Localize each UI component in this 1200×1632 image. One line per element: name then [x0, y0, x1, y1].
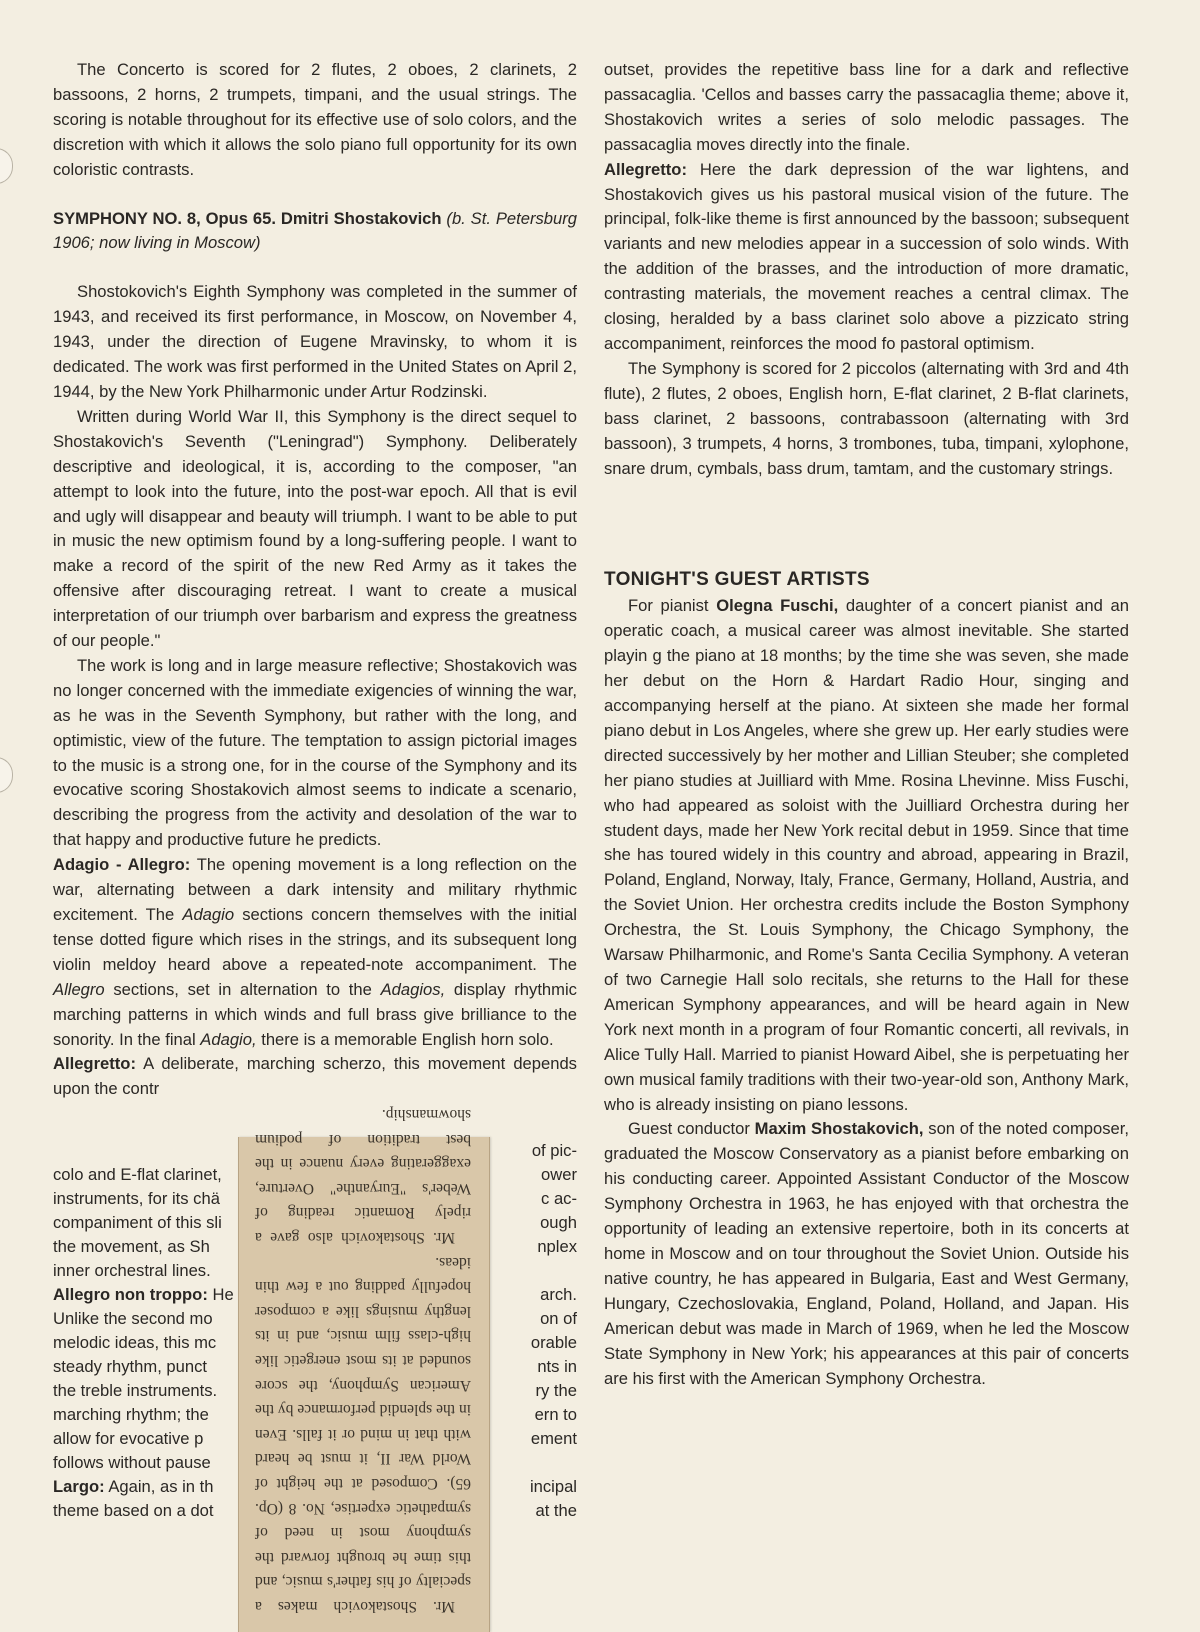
- eighth-symphony-paragraph: Shostokovich's Eighth Symphony was completed in the summer of 1943, and received its first performance, in Moscow, on November 4, 1943, under the direction of Eugene Mravinsky, to whom it is dedicated. The work was first performed in the United States on April 2, 1944, by the New York Philharmonic under Artur Rodzinski.: [53, 282, 577, 401]
- maxim-pre: Guest conductor: [628, 1119, 750, 1139]
- allegretto-finale-label: Allegretto:: [604, 159, 687, 179]
- frag-line: incipal: [529, 1477, 577, 1496]
- frag-line: theme based on a dot: [53, 1501, 214, 1520]
- newspaper-clipping: [238, 1106, 490, 1632]
- clipping-text: [239, 1106, 489, 1632]
- guest-artists-heading: TONIGHT'S GUEST ARTISTS: [604, 569, 870, 591]
- adagio-italic-3: Adagios,: [380, 979, 446, 999]
- written-during-war-paragraph: Written during World War II, this Symphony is the direct sequel to Shostakovich's Seventh ("Leningrad") Symphony. Deliberately descriptive and ideological, it is, according to the composer, "an attempt to look into the future, into the post-war epoch. All that is evil and ugly will disappear and beauty will triumph. I want to be able to put in music the new optimism found by a long-suffering people. I want to make a record of the spirit of the new Red Army as it takes the offensive after discouraging retreat. I want to create a musical interpretation of our triumph over barbarism and express the greatness of our people.": [53, 406, 577, 651]
- adagio-text-3: sections, set in alternation to the: [113, 979, 372, 999]
- frag-line: [53, 1283, 234, 1308]
- frag-line: arch.: [540, 1285, 577, 1304]
- frag-line: companiment of this sli: [53, 1213, 222, 1232]
- passacaglia-paragraph: outset, provides the repetitive bass line for a dark and reflective passacaglia. 'Cellos and basses carry the passacaglia theme; above it, Shostakovich writes a series of solo melodic passages. The passacaglia moves directly into the finale.: [604, 60, 1129, 154]
- binder-hole-middle: [0, 757, 13, 793]
- adagio-italic-4: Adagio,: [200, 1029, 257, 1049]
- symphony-title: SYMPHONY NO. 8, Opus 65. Dmitri Shostakovich: [53, 208, 442, 228]
- frag-line: c ac-: [541, 1189, 577, 1208]
- frag-line: the treble instruments.: [53, 1381, 218, 1400]
- maxim-paragraph: [604, 1117, 1129, 1391]
- allegretto-label: Allegretto:: [53, 1054, 136, 1074]
- frag-line: at the: [535, 1501, 577, 1520]
- frag-line: melodic ideas, this mc: [53, 1333, 217, 1352]
- frag-line: steady rhythm, punct: [53, 1357, 208, 1376]
- long-reflective-paragraph: The work is long and in large measure reflective; Shostakovich was no longer concerned with the immediate exigencies of winning the war, as he was in the Seventh Symphony, but rather with the long, and optimistic, view of the future. The temptation to assign pictorial images to the music is a strong one, for in the course of the Symphony and its evocative scoring Shostakovich almost seems to indicate a scenario, describing the progress from the activity and desolation of the war to that happy and productive future he predicts.: [53, 655, 577, 850]
- frag-line: marching rhythm; the: [53, 1405, 209, 1424]
- frag-line: Unlike the second mo: [53, 1309, 213, 1328]
- adagio-text-2: sections concern themselves with the initial tense dotted figure which rises in the strings, and its subsequent long violin meldoy heard above a repeated-note accompaniment. The: [53, 905, 577, 974]
- adagio-text-1: The opening movement is a long reflection on the war, alternating between a dark intensity and military rhythmic excitement. The: [53, 855, 577, 924]
- adagio-italic-1: Adagio: [182, 905, 235, 924]
- binder-hole-top: [0, 148, 13, 184]
- adagio-text-4: display rhythmic marching patterns in which winds and full brass give brilliance to the sonority. In the final: [53, 979, 577, 1049]
- left-column: [53, 58, 577, 1102]
- fuschi-name: Olegna Fuschi,: [716, 596, 839, 616]
- frag-line: follows without pause: [53, 1453, 211, 1472]
- fuschi-paragraph: [604, 594, 1129, 1117]
- frag-line: on of: [540, 1309, 577, 1328]
- maxim-text: son of the noted composer, graduated the Moscow Conservatory as a pianist before embarking on his conducting career. Appointed Assistant Conductor of the Moscow Symphony Orchestra in 1963, he has enjoyed with that orchestra the opportunity of leading an extensive repertoire, both in its concerts at home in Moscow and on tour throughout the Soviet Union. Outside his native country, he has appeared in Bulgaria, East and West Germany, Hungary, Czechoslovakia, England, Poland, Holland, and Japan. His American debut was made in March of 1969, when he led the Moscow State Symphony in New York; his appearances at this pair of concerts are his first with the American Symphony Orchestra.: [604, 1119, 1129, 1388]
- frag-line: instruments, for its chä: [53, 1189, 220, 1208]
- maxim-name: Maxim Shostakovich,: [754, 1119, 924, 1139]
- frag-line: nplex: [537, 1237, 577, 1256]
- concerto-scoring-paragraph: The Concerto is scored for 2 flutes, 2 oboes, 2 clarinets, 2 bassoons, 2 horns, 2 trumpets, timpani, and the usual strings. The scoring is notable throughout for its effective use of solo colors, and the discretion with which it allows the solo piano full opportunity for its own coloristic contrasts.: [53, 60, 577, 179]
- frag-text: Again, as in th: [108, 1477, 214, 1496]
- adagio-text-5: there is a memorable English horn solo.: [261, 1029, 554, 1049]
- allegretto-finale-text: Here the dark depression of the war lightens, and Shostakovich gives us his pastoral musical vision of the future. The principal, folk-like theme is first announced by the bassoon; subsequent variants and new melodies appear in a succession of solo winds. With the addition of the brasses, and the introduction of more dramatic, contrasting materials, the movement reaches a central climax. The closing, heralded by a bass clarinet solo above a pizzicato string accompaniment, reinforces the mood fo pastoral optimism.: [604, 159, 1129, 353]
- clipping-paragraph: Mr. Shostakovich makes a specialty of his father's music, and this time he brought forward the symphony most in need of sympathetic expertise, No. 8 (Op. 65). Composed at the height of World War II, it must be heard with that in mind or it falls. Even in the splendid performance by the American Symphony, the score sounded at its most energetic like high-class film music, and in its lengthy musings like a composer hopefully padding out a few thin ideas.: [255, 1253, 471, 1615]
- frag-line: the movement, as Sh: [53, 1237, 210, 1256]
- symphony-scoring-paragraph: The Symphony is scored for 2 piccolos (alternating with 3rd and 4th flute), 2 flutes, 2 oboes, English horn, E-flat clarinet, 2 B-flat clarinets, bass clarinet, 2 bassoons, contrabassoon (alternating with 3rd bassoon), 3 trumpets, 4 horns, 3 trombones, tuba, timpani, xylophone, snare drum, cymbals, bass drum, tamtam, and the customary strings.: [604, 358, 1129, 478]
- adagio-italic-2: Allegro: [53, 979, 105, 999]
- fuschi-text: daughter of a concert pianist and an operatic coach, a musical career was almost inevitable. She started playin g the piano at 18 months; by the time she was seven, she made her debut on the Horn & Hardart Radio Hour, singing and accompanying herself at the piano. At sixteen she made her formal piano debut in Los Angeles, where she grew up. Her early studies were directed successively by her mother and Lillian Steuber; she completed her piano studies at Juilliard with Mme. Rosina Lhevinne. Miss Fuschi, who had appeared as soloist with the Juilliard Orchestra during her student days, made her New York recital debut in 1959. Since that time she has toured widely in this country and abroad, appearing in Brazil, Poland, England, Norway, Italy, France, Germany, Holland, Austria, and the Soviet Union. Her orchestra credits include the Boston Symphony Orchestra, the St. Louis Symphony, the Chicago Symphony, the Warsaw Philharmonic, and Rome's Santa Cecilia Symphony. A veteran of two Carnegie Hall solo recitals, she returns to the Hall for these American Symphony appearances, and will be heard again in New York next month in a program of four Romantic concerti, all revivals, in Alice Tully Hall. Married to pianist Howard Aibel, she is perpetuating her own musical family traditions with their two-year-old son, Anthony Mark, who is already insisting on piano lessons.: [604, 596, 1129, 1114]
- frag-line: [53, 1475, 214, 1500]
- frag-line: ry the: [535, 1381, 577, 1400]
- frag-line: ough: [540, 1213, 577, 1232]
- frag-line: colo and E-flat clarinet,: [53, 1165, 222, 1184]
- frag-line: orable: [530, 1333, 577, 1352]
- non-troppo-label: Allegro non troppo:: [53, 1285, 208, 1304]
- frag-line: ement: [530, 1429, 577, 1448]
- frag-line: inner orchestral lines.: [53, 1261, 211, 1280]
- frag-line: nts in: [537, 1357, 577, 1376]
- largo-label: Largo:: [53, 1477, 105, 1496]
- right-column: [604, 58, 1129, 1391]
- frag-line: of pic-: [531, 1141, 577, 1160]
- adagio-allegro-paragraph: [53, 853, 577, 1052]
- allegretto-paragraph: [53, 1052, 577, 1102]
- composer-dates: (b. St. Petersburg 1906; now living in Moscow): [53, 208, 577, 253]
- frag-line: ern to: [534, 1405, 577, 1424]
- frag-text: He: [212, 1285, 234, 1304]
- adagio-allegro-label: Adagio - Allegro:: [53, 855, 191, 875]
- allegretto-finale-paragraph: [604, 158, 1129, 357]
- clipping-paragraph: Mr. Shostakovich also gave a ripely Romantic reading of Weber's "Euryanthe" Overture, exaggerating every nuance in the best tradition of podium showmanship.: [255, 1106, 471, 1247]
- symphony-heading: [53, 207, 577, 257]
- fuschi-pre: For pianist: [628, 596, 709, 616]
- frag-line: allow for evocative p: [53, 1429, 204, 1448]
- allegretto-text: A deliberate, marching scherzo, this movement depends upon the contr: [53, 1054, 577, 1099]
- frag-line: ower: [541, 1165, 577, 1184]
